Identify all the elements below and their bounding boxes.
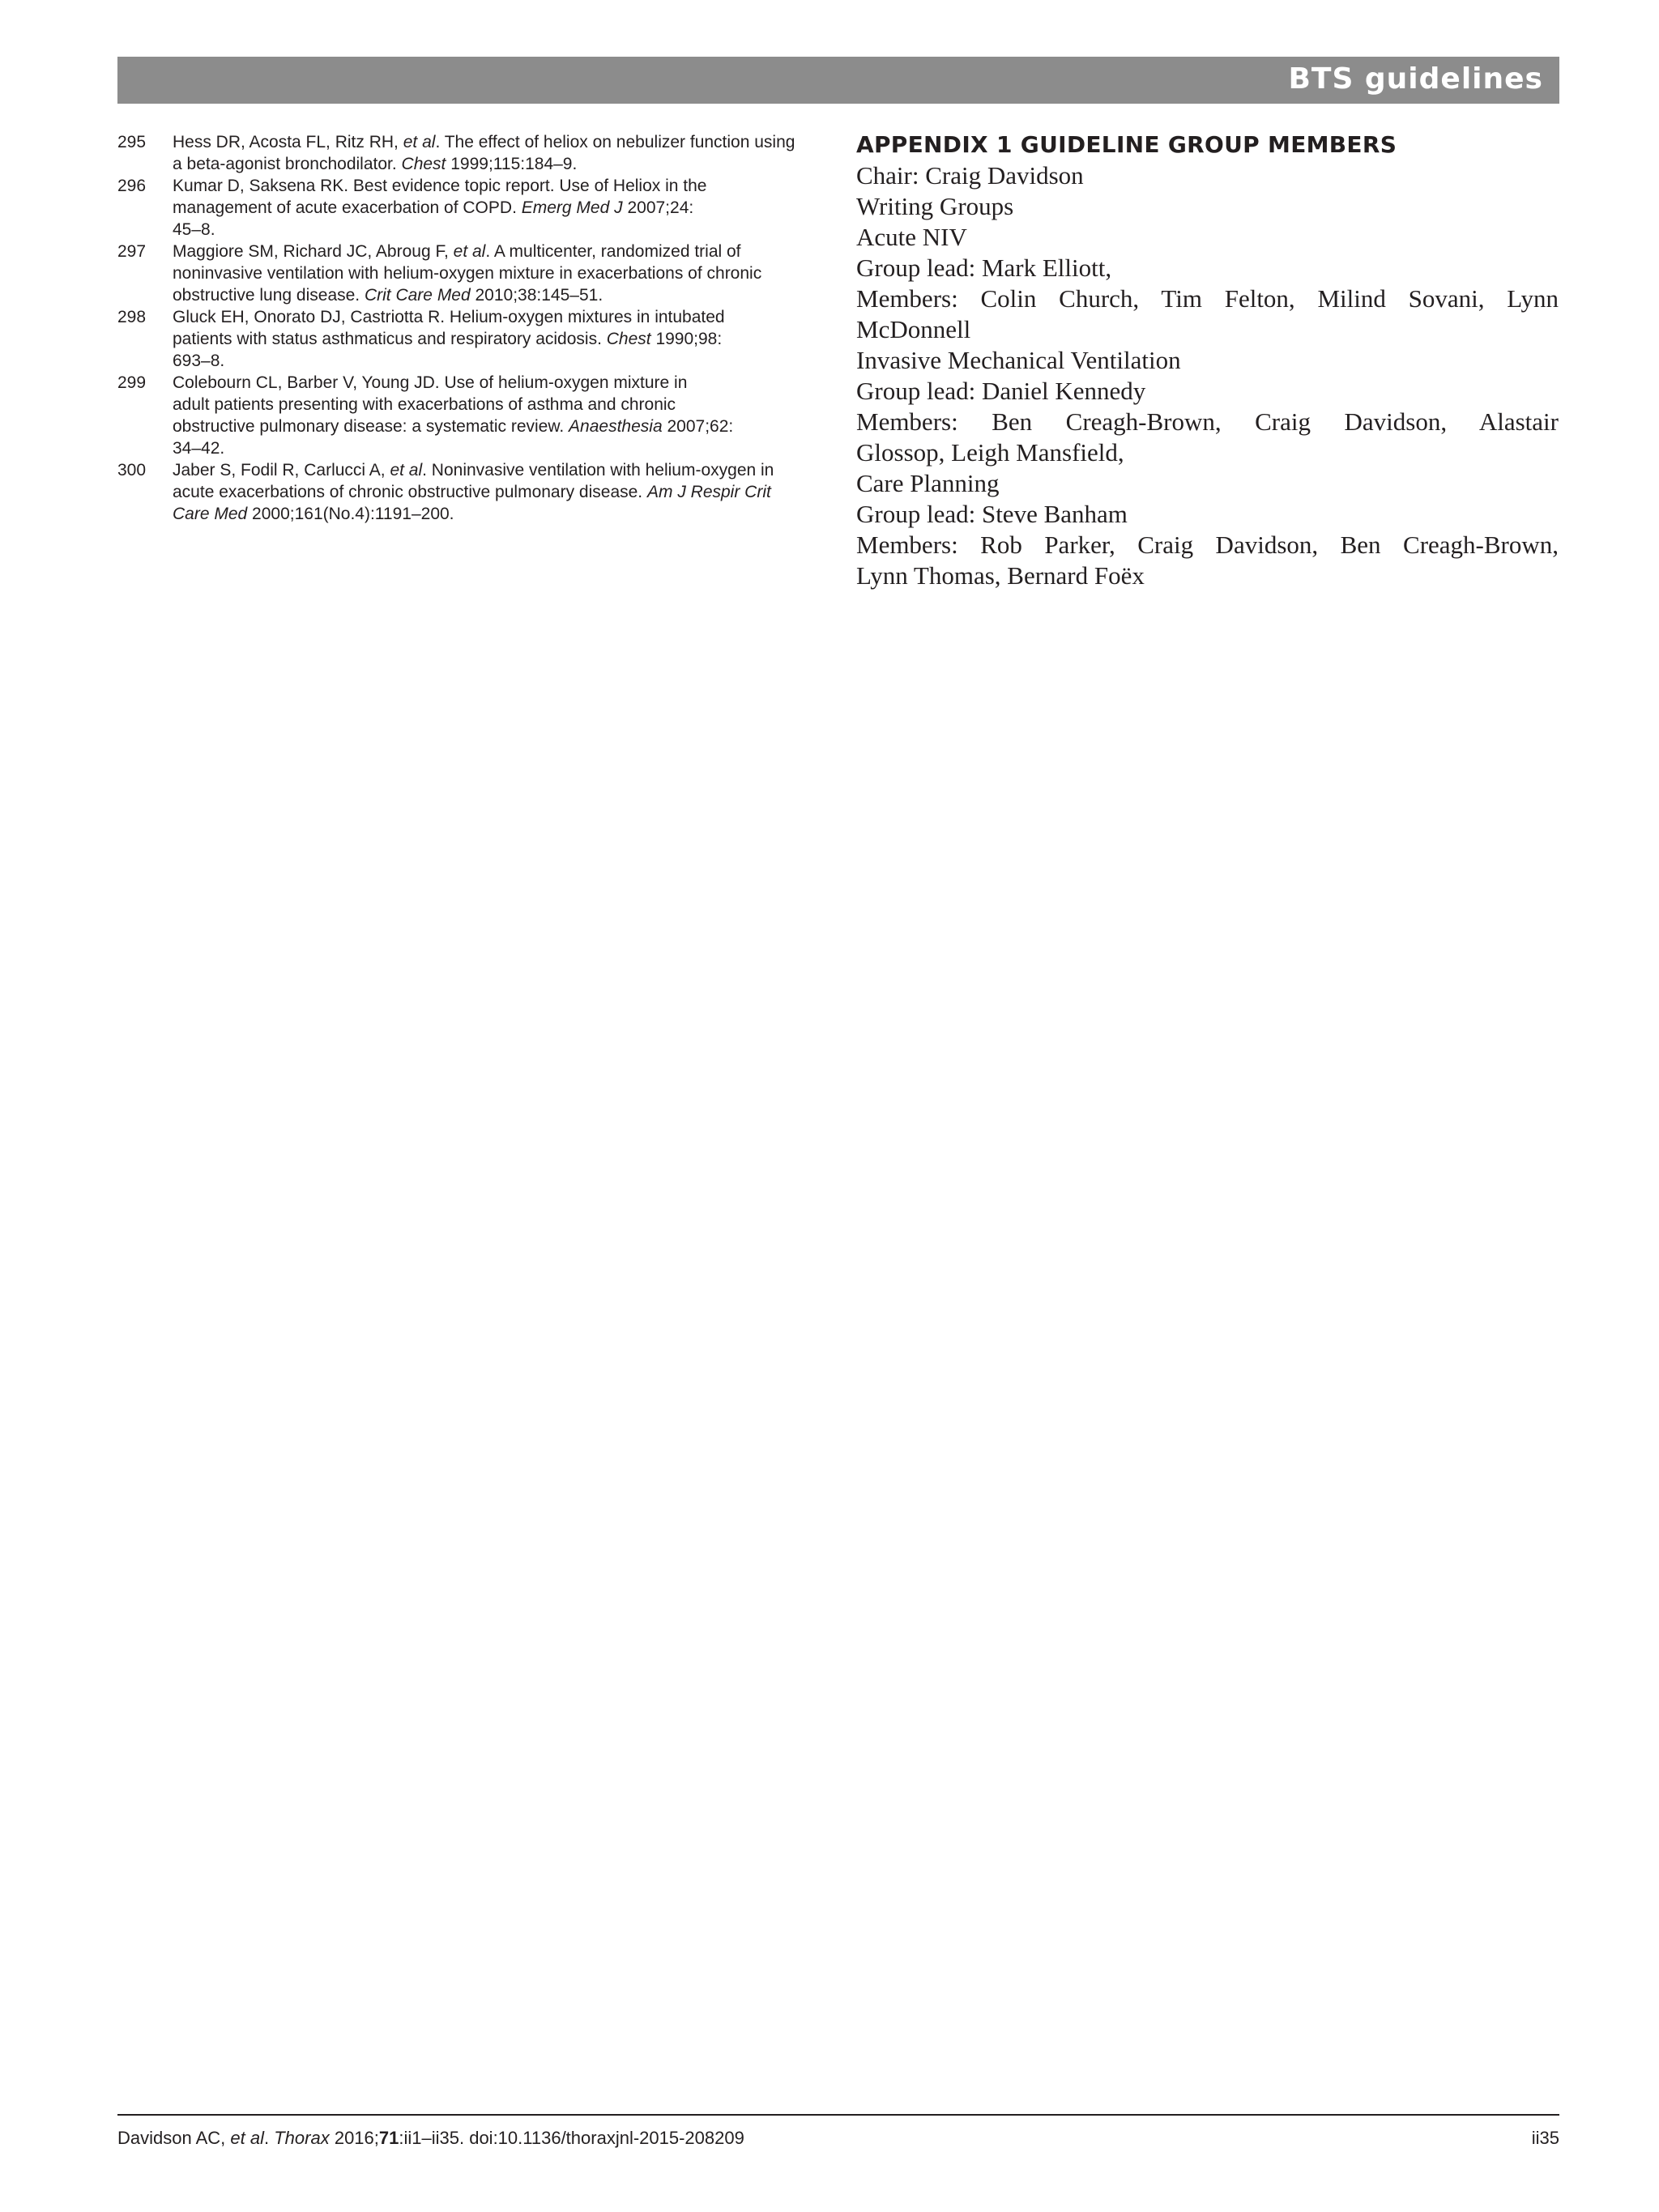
reference-fragment: 34–42.: [173, 439, 225, 458]
reference-fragment: management of acute exacerbation of COPD.: [173, 198, 522, 217]
reference-line: [173, 481, 814, 503]
reference-fragment: 2010;38:145–51.: [470, 286, 603, 305]
reference-fragment: obstructive pulmonary disease: a systematic review.: [173, 417, 569, 436]
reference-italic: Care Med: [173, 505, 248, 523]
footer-sep: .: [264, 2128, 275, 2148]
appendix-line: Group lead: Mark Elliott,: [856, 254, 1112, 282]
reference-line: [173, 262, 814, 284]
reference-fragment: 45–8.: [173, 220, 215, 239]
reference-number: 300: [117, 461, 147, 479]
reference-item: [117, 372, 814, 459]
reference-italic: Chest: [401, 155, 446, 173]
reference-fragment: adult patients presenting with exacerbations of asthma and chronic: [173, 395, 676, 414]
appendix-line: Lynn Thomas, Bernard Foëx: [856, 561, 1145, 590]
reference-line: [173, 394, 814, 416]
reference-item: [117, 306, 814, 372]
reference-item: [117, 459, 814, 525]
reference-fragment: Hess DR, Acosta FL, Ritz RH,: [173, 133, 403, 151]
appendix-line: Group lead: Daniel Kennedy: [856, 377, 1146, 405]
reference-italic: et al: [390, 461, 423, 479]
reference-line: [173, 153, 814, 175]
reference-fragment: patients with status asthmaticus and respiratory acidosis.: [173, 330, 607, 348]
reference-fragment: 1990;98:: [650, 330, 723, 348]
header-bar: [117, 57, 1559, 104]
reference-fragment: a beta-agonist bronchodilator.: [173, 155, 402, 173]
reference-text: [173, 241, 814, 306]
reference-fragment: Kumar D, Saksena RK. Best evidence topic report. Use of Heliox in the: [173, 177, 707, 195]
reference-item: [117, 175, 814, 241]
reference-line: [173, 284, 814, 306]
reference-fragment: acute exacerbations of chronic obstructive pulmonary disease.: [173, 483, 647, 501]
reference-fragment: 1999;115:184–9.: [446, 155, 578, 173]
footer-doi: :ii1–ii35. doi:10.1136/thoraxjnl-2015-208209: [399, 2128, 744, 2148]
reference-text: [173, 131, 814, 175]
reference-line: [173, 503, 814, 525]
reference-number: 296: [117, 177, 147, 195]
reference-fragment: 2007;62:: [662, 417, 734, 436]
reference-line: [173, 241, 814, 262]
reference-fragment: Jaber S, Fodil R, Carlucci A,: [173, 461, 390, 479]
reference-fragment: Colebourn CL, Barber V, Young JD. Use of helium-oxygen mixture in: [173, 373, 688, 392]
footer-year: 2016;: [329, 2128, 379, 2148]
reference-line: [173, 306, 814, 328]
reference-list: [117, 131, 814, 525]
appendix-line: Members: Colin Church, Tim Felton, Milind Sovani, Lynn: [856, 284, 1559, 313]
reference-line: [173, 175, 814, 197]
reference-number: 299: [117, 373, 147, 392]
appendix-line: Care Planning: [856, 469, 1000, 497]
appendix-line: Writing Groups: [856, 192, 1014, 220]
reference-number: 295: [117, 133, 147, 151]
page-number: ii35: [1531, 2128, 1559, 2148]
reference-line: [173, 219, 814, 241]
footer-et-al: et al: [230, 2128, 264, 2148]
reference-fragment: 2000;161(No.4):1191–200.: [247, 505, 454, 523]
reference-line: [173, 131, 814, 153]
reference-italic: Anaesthesia: [569, 417, 663, 436]
reference-line: [173, 197, 814, 219]
reference-fragment: . A multicenter, randomized trial of: [485, 242, 741, 261]
reference-italic: et al: [403, 133, 436, 151]
reference-italic: Am J Respir Crit: [646, 483, 771, 501]
reference-fragment: 2007;24:: [622, 198, 694, 217]
appendix-line: Chair: Craig Davidson: [856, 161, 1084, 190]
reference-fragment: Maggiore SM, Richard JC, Abroug F,: [173, 242, 454, 261]
appendix-line: Invasive Mechanical Ventilation: [856, 346, 1181, 374]
reference-fragment: Gluck EH, Onorato DJ, Castriotta R. Helium-oxygen mixtures in intubated: [173, 308, 725, 326]
reference-fragment: noninvasive ventilation with helium-oxygen mixture in exacerbations of chronic: [173, 264, 762, 283]
reference-line: [173, 416, 814, 437]
appendix-line: Members: Ben Creagh-Brown, Craig Davidson, Alastair: [856, 407, 1559, 436]
footer-authors: Davidson AC,: [117, 2128, 231, 2148]
footer-journal: Thorax: [274, 2128, 330, 2148]
reference-text: [173, 306, 814, 372]
reference-fragment: 693–8.: [173, 352, 225, 370]
reference-number: 297: [117, 242, 147, 261]
reference-fragment: . The effect of heliox on nebulizer function using: [435, 133, 795, 151]
appendix-line: Acute NIV: [856, 223, 967, 251]
reference-line: [173, 372, 814, 394]
appendix-line: Members: Rob Parker, Craig Davidson, Ben Creagh-Brown,: [856, 531, 1559, 559]
reference-italic: Emerg Med J: [521, 198, 623, 217]
appendix-heading: APPENDIX 1 GUIDELINE GROUP MEMBERS: [856, 131, 1397, 158]
reference-text: [173, 372, 814, 459]
reference-line: [173, 350, 814, 372]
reference-line: [173, 459, 814, 481]
appendix-body: [856, 160, 1559, 591]
appendix-section: [856, 130, 1559, 591]
appendix-line: McDonnell: [856, 315, 971, 343]
footer-citation: [117, 2126, 744, 2150]
reference-item: [117, 131, 814, 175]
reference-fragment: . Noninvasive ventilation with helium-oxygen in: [422, 461, 774, 479]
reference-item: [117, 241, 814, 306]
reference-italic: Crit Care Med: [364, 286, 471, 305]
reference-line: [173, 437, 814, 459]
reference-italic: Chest: [606, 330, 651, 348]
reference-text: [173, 459, 814, 525]
reference-number: 298: [117, 308, 147, 326]
footer-volume: 71: [378, 2128, 399, 2148]
reference-fragment: obstructive lung disease.: [173, 286, 365, 305]
reference-text: [173, 175, 814, 241]
appendix-line: Glossop, Leigh Mansfield,: [856, 438, 1124, 467]
reference-italic: et al: [453, 242, 486, 261]
section-title: BTS guidelines: [1288, 62, 1543, 96]
appendix-line: Group lead: Steve Banham: [856, 500, 1128, 528]
footer-rule: [117, 2114, 1559, 2116]
reference-line: [173, 328, 814, 350]
